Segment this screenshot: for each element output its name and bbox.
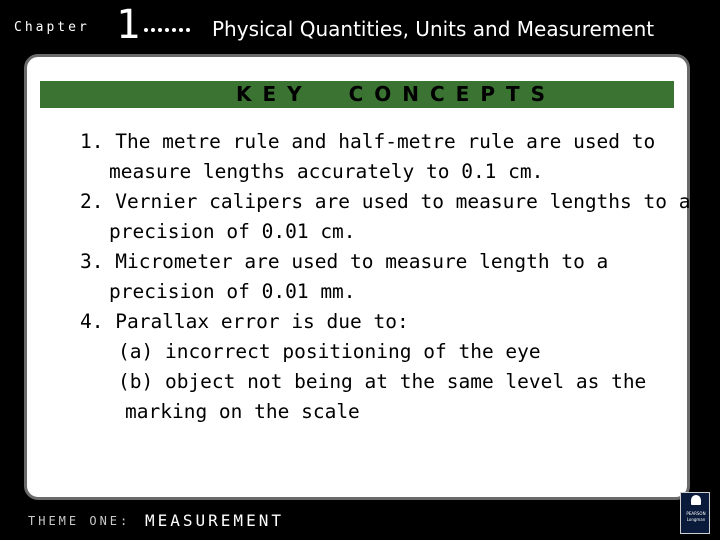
separator-dot (172, 28, 176, 32)
separator-dot (165, 28, 169, 32)
tree-icon (691, 495, 701, 505)
chapter-title: Physical Quantities, Units and Measurement (212, 17, 655, 41)
concept-subitem: (a) incorrect positioning of the eye (118, 340, 541, 363)
separator-dot (151, 28, 155, 32)
concept-subitem: marking on the scale (125, 400, 360, 423)
concept-line: 2. Vernier calipers are used to measure lengths to a (80, 190, 691, 213)
key-concepts-heading: KEY CONCEPTS (236, 82, 557, 106)
concept-line: measure lengths accurately to 0.1 cm. (109, 160, 544, 183)
concept-line: precision of 0.01 mm. (109, 280, 356, 303)
concept-line: precision of 0.01 cm. (109, 220, 356, 243)
concept-line: 4. Parallax error is due to: (80, 310, 409, 333)
separator-dot (158, 28, 162, 32)
separator-dot (179, 28, 183, 32)
publisher-logo (680, 492, 710, 534)
chapter-header (0, 0, 720, 58)
footer-theme-label: THEME ONE: (28, 514, 131, 528)
separator-dot (186, 28, 190, 32)
key-concepts-list (80, 127, 691, 427)
chapter-number: 1 (116, 2, 141, 48)
publisher-logo-text: PEARSON Longman (686, 511, 706, 522)
footer-section-label: MEASUREMENT (145, 511, 284, 530)
dot-separator (144, 28, 190, 32)
concept-subitem: (b) object not being at the same level as the (118, 370, 647, 393)
separator-dot (144, 28, 148, 32)
concept-line: 3. Micrometer are used to measure length to a (80, 250, 609, 273)
chapter-label: Chapter (14, 20, 90, 35)
concept-line: 1. The metre rule and half-metre rule are used to (80, 130, 656, 153)
key-concepts-banner (40, 81, 674, 108)
